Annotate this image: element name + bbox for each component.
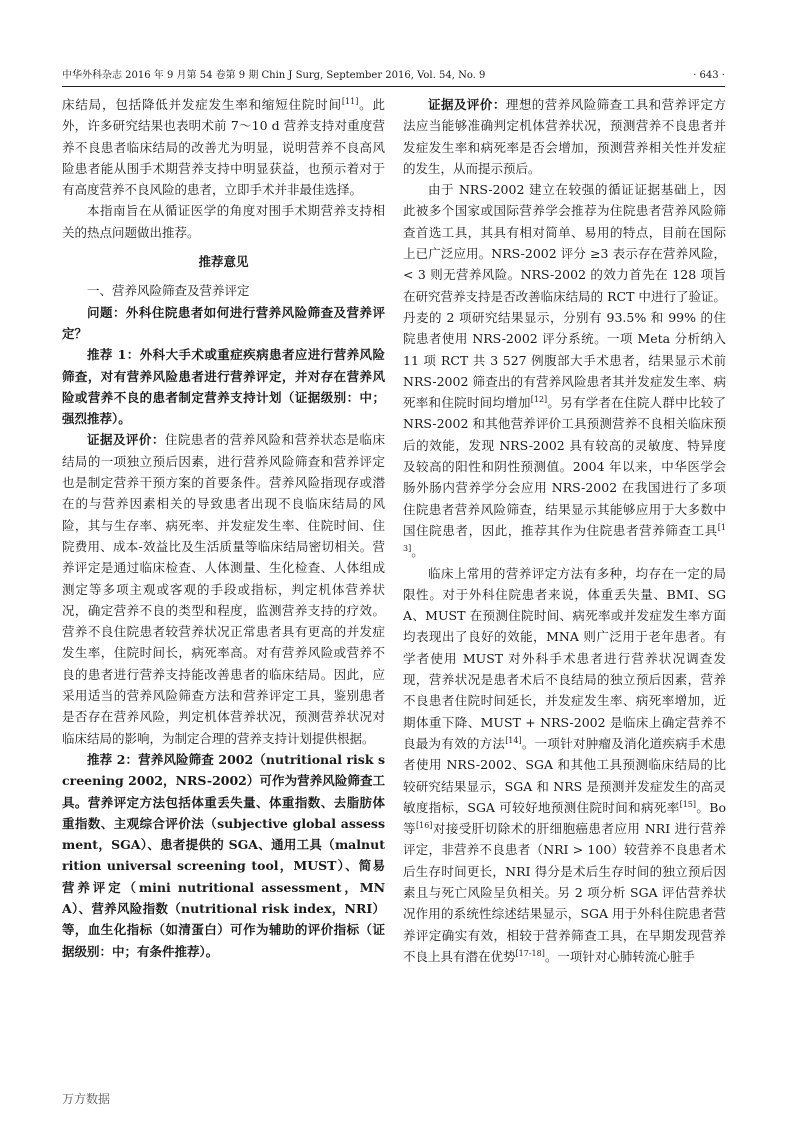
article-body <box>62 94 726 1094</box>
paragraph-text: 住院患者的营养风险和营养状态是临床结局的一项独立预后因素，进行营养风险筛查和营养评定也是制定营养干预方案的首要条件。营养风险指现存或潜在的与营养因素相关的导致患者出现不良临床结局的风险，其与生存率、病死率、并发症发生率、住院时间、住院费用、成本-效益比及生活质量等临床结局密切相关。营养评定是通过临床检查、人体测量、生化检查、人体组成测定等多项主观或客观的手段或指标，判定机体营养状况，确定营养不良的类型和程度，监测营养支持的疗效。营养不良住院患者较营养状况正常患者具有更高的并发症发生率，住院时间长，病死率高。对有营养风险或营养不良的患者进行营养支持能改善患者的临床结局。因此，应采用适当的营养风险筛查方法和营养评定工具，鉴别患者是否存在营养风险，判定机体营养状况，预测营养状况对临床结局的影响，为制定合理的营养支持计划提供根据。 <box>62 432 385 746</box>
recommendation-paragraph <box>62 344 385 429</box>
evidence-lead: 证据及评价： <box>428 97 506 112</box>
paragraph-text: 临床上常用的营养评定方法有多种，均存在一定的局限性。对于外科住院患者来说，体重丢失量、BMI、SGA、MUST 在预测住院时间、病死率或并发症发生率方面均表现出了良好的效能，MNA 则广泛用于老年患者。有学者使用 MUST 对外科手术患者进行营养状况调查发现，营养状况是患者术后不良结局的独立预后因素，营养不良患者住院时间延长，并发症发生率、病死率增加，近期体重下降、MUST + NRS-2002 是临床上确定营养不良最为有效的方法 <box>403 565 726 751</box>
citation-ref: [17-18] <box>515 948 545 958</box>
paragraph-text: 本指南旨在从循证医学的角度对围手术期营养支持相关的热点问题做出推荐。 <box>62 203 385 240</box>
citation-ref: [14] <box>505 735 522 745</box>
paragraph-text: 问题：外科住院患者如何进行营养风险筛查及营养评定？ <box>62 304 385 341</box>
evidence-lead: 证据及评价： <box>87 432 165 448</box>
journal-citation: 中华外科杂志 2016 年 9 月第 54 卷第 9 期 Chin J Surg, September 2016, Vol. 54, No. 9 <box>62 70 486 81</box>
citation-ref: [13] <box>403 522 726 554</box>
right-column <box>403 94 726 1094</box>
recommendation-paragraph <box>62 302 385 345</box>
body-paragraph <box>403 563 726 968</box>
recommendation-paragraph <box>62 749 385 962</box>
paragraph-text: 床结局，包括降低并发症发生率和缩短住院时间 <box>62 97 342 112</box>
body-paragraph <box>62 280 385 301</box>
page-number: · 643 · <box>693 70 725 81</box>
body-paragraph <box>62 429 385 748</box>
paragraph-text: 推荐 1：外科大手术或重症疾病患者应进行营养风险筛查，对有营养风险患者进行营养评定，并对存在营养风险或营养不良的患者制定营养支持计划（证据级别：中；强烈推荐）。 <box>62 347 385 427</box>
citation-ref: [12] <box>530 395 548 404</box>
paragraph-text: 。此外，许多研究结果也表明术前 7～10 d 营养支持对重度营养不良患者临床结局的改善尤为明显，说明营养不良高风险患者能从围手术期营养支持中明显获益，也预示着对于有高度营养不良风险的患者，立即手术并非最佳选择。 <box>62 97 385 198</box>
body-paragraph <box>62 94 385 200</box>
paragraph-text: 一、营养风险筛查及营养评定 <box>87 283 250 299</box>
paragraph-text: 。Bo 等 <box>403 799 726 837</box>
paragraph-text: 推荐 2：营养风险筛查 2002（nutritional risk screening 2002，NRS-2002）可作为营养风险筛查工具。营养评定方法包括体重丢失量、体重指数、去脂肪体重指数、主观综合评价法（subjective global assessment，SGA）、患者提供的 SGA、通用工具（malnutrition universal screening tool，MUST）、简易营养评定（mini nutritional assessment，MNA）、营养风险指数（nutritional risk index，NRI）等，血生化指标（如清蛋白）可作为辅助的评价指标（证据级别：中；有条件推荐）。 <box>62 751 385 959</box>
paragraph-text: 。另有学者在住院人群中比较了 NRS-2002 和其他营养评价工具预测营养不良相关临床预后的效能，发现 NRS-2002 具有较高的灵敏度、特异度及较高的阳性和阴性预测值。2004 年以来，中华医学会肠外肠内营养学分会应用 NRS-2002 在我国进行了多项住院患者营养风险筛查，结果显示其能够应用于大多数中国住院患者，因此，推荐其作为住院患者营养筛查工具 <box>403 395 726 538</box>
citation-ref: [16] <box>415 820 433 830</box>
watermark-source: 万方数据 <box>62 1092 111 1106</box>
running-header <box>62 66 725 87</box>
citation-ref: [11] <box>341 96 359 106</box>
paragraph-text: 。一项针对心肺转流心脏手 <box>544 948 695 964</box>
citation-ref: [15] <box>679 799 697 809</box>
paragraph-text: 推荐意见 <box>198 254 249 270</box>
body-paragraph <box>403 179 726 562</box>
paragraph-text: 由于 NRS-2002 建立在较强的循证证据基础上，因此被多个国家或国际营养学会推荐为住院患者营养风险筛查首选工具，其具有相对简单、易用的特点，目前在国际上已广泛应用。NRS-2002 评分 ≥3 表示存在营养风险，< 3 则无营养风险。NRS-2002 的效力首先在 128 项旨在研究营养支持是否改善临床结局的 RCT 中进行了验证。丹麦的 2 项研究结果显示，分别有 93.5% 和 99% 的住院患者使用 NRS-2002 评分系统。一项 Meta 分析纳入 11 项 RCT 共 3 527 例腹部大手术患者，结果显示术前 NRS-2002 筛查出的有营养风险患者其并发症发生率、病死率和住院时间均增加 <box>403 182 726 411</box>
body-paragraph <box>62 200 385 243</box>
paragraph-text: 。一项针对肿瘤及消化道疾病手术患者使用 NRS-2002、SGA 和其他工具预测临床结局的比较研究结果显示，SGA 和 NRS 是预测并发症发生的高灵敏度指标，SGA 可较好地预测住院时间和病死率 <box>403 735 726 815</box>
paragraph-text: 理想的营养风险筛查工具和营养评定方法应当能够准确判定机体营养状况，预测营养不良患者并发症发生率和病死率是否会增加，预测营养相关性并发症的发生，从而提示预后。 <box>403 97 726 176</box>
section-heading <box>62 251 385 272</box>
left-column <box>62 94 385 1094</box>
paragraph-text: 对接受肝切除术的肝细胞癌患者应用 NRI 进行营养评定，非营养不良患者（NRI > 100）较营养不良患者术后生存时间更长，NRI 得分是术后生存时间的独立预后因素且与死亡风险呈负相关。另 2 项分析 SGA 评估营养状况作用的系统性综述结果显示，SGA 用于外科住院患者营养评定确实有效，相较于营养筛查工具，在早期发现营养不良上具有潜在优势 <box>403 821 726 964</box>
body-paragraph <box>403 94 726 179</box>
paragraph-text: 。 <box>411 544 424 560</box>
